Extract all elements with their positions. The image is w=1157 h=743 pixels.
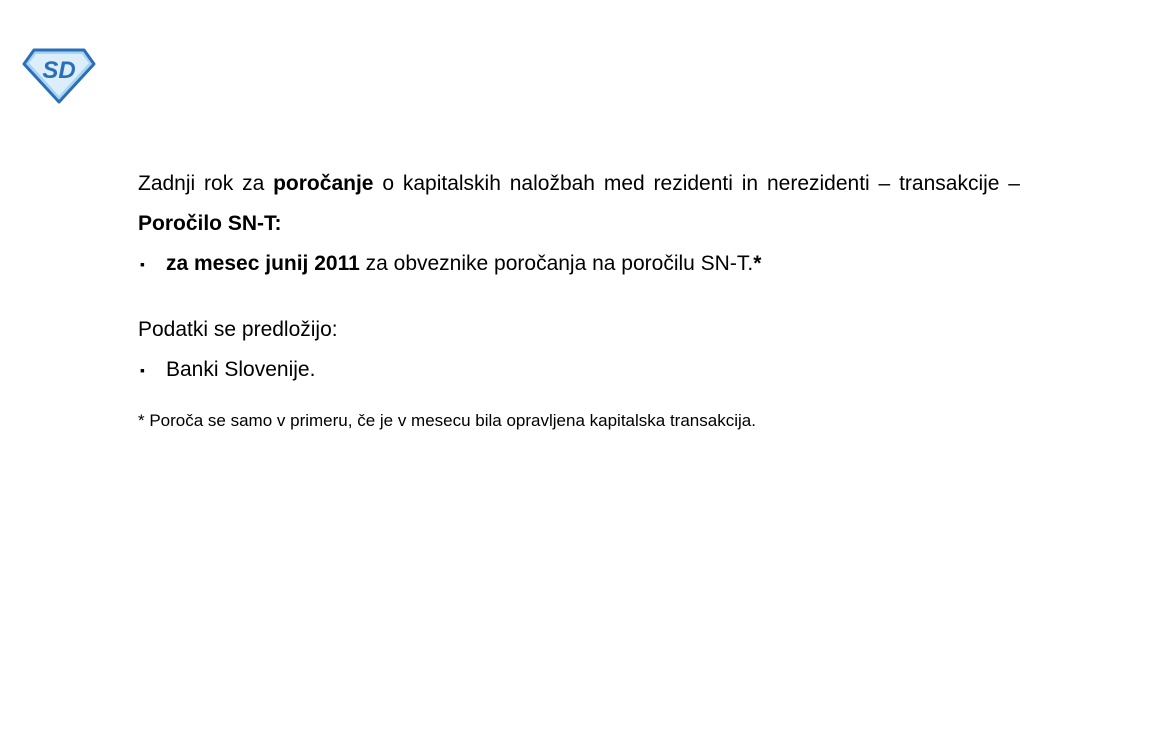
deadline-lead-2: o kapitalskih naložbah med rezidenti in nerezidenti – transakcije – xyxy=(373,172,1020,195)
logo-lettering: SD xyxy=(42,57,76,84)
bullet-icon: ▪ xyxy=(140,256,145,272)
bullet-icon: ▪ xyxy=(140,362,145,378)
submission-heading: Podatki se predložijo: xyxy=(138,318,338,341)
spacer xyxy=(138,390,1020,408)
spacer xyxy=(138,284,1020,310)
deadline-list-item xyxy=(138,244,1020,284)
submission-recipient: Banki Slovenije. xyxy=(166,358,316,381)
main-content xyxy=(138,164,1020,434)
submission-list-item xyxy=(138,350,1020,390)
footnote-marker: * xyxy=(753,252,762,275)
deadline-report-name: Poročilo SN-T: xyxy=(138,212,282,235)
sd-logo xyxy=(22,48,96,104)
deadline-item-text: za obveznike poročanja na poročilu SN-T. xyxy=(359,252,754,275)
deadline-period: za mesec junij 2011 xyxy=(166,252,360,275)
deadline-lead-1: Zadnji rok za xyxy=(138,172,274,195)
deadline-paragraph xyxy=(138,164,1020,244)
footnote: * Poroča se samo v primeru, če je v mesecu bila opravljena kapitalska transakcija. xyxy=(138,411,756,430)
deadline-lead-bold: poročanje xyxy=(273,172,374,195)
